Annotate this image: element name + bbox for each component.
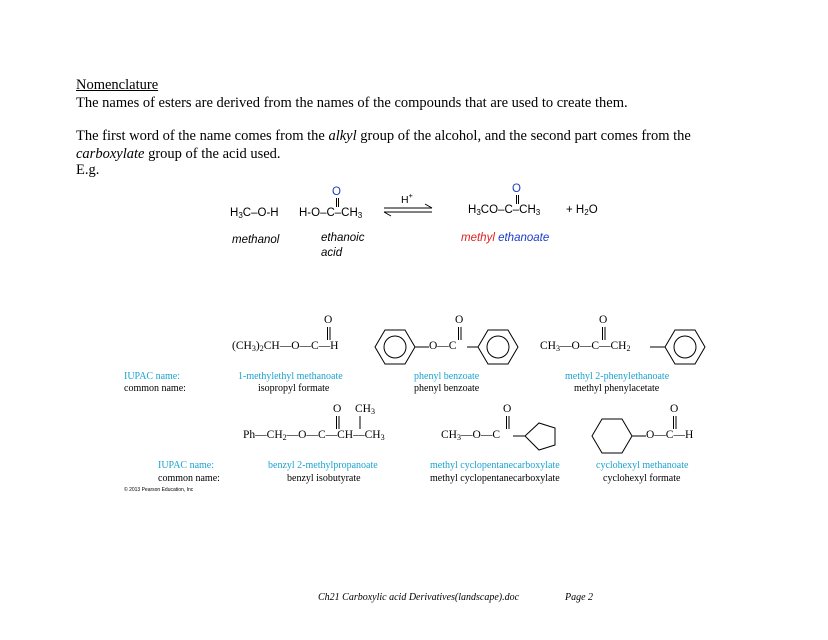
isopropyl-formate-iupac: 1-methylethyl methanoate <box>238 371 343 382</box>
example-label: E.g. <box>76 162 100 178</box>
water-product: + $H_2O$ <box>566 204 598 217</box>
benzyl-isobutyrate-structure: $Ph—CH_2—O—C—CH—CH_3$ <box>243 429 385 442</box>
copyright-notice: © 2013 Pearson Education, Inc <box>124 487 194 493</box>
ethanoic-acid-formula: $H-O-C-CH_3$ <box>299 207 363 220</box>
methyl-cyclopentanecarboxylate-common: methyl cyclopentanecarboxylate <box>430 473 560 484</box>
phenyl-ring-right-aromatic <box>487 336 509 358</box>
ethanoic-acid-name-2: acid <box>321 247 343 259</box>
phenyl-ring-left <box>375 330 415 364</box>
benzyl-isobutyrate-iupac: benzyl 2-methylpropanoate <box>268 460 378 471</box>
methyl-cyclopentanecarboxylate-carbonyl-o: O <box>503 403 512 415</box>
naming-rule-line1: The first word of the name comes from the alkyl group of the alcohol, and the second part comes from the <box>76 128 691 144</box>
acid-catalyst: H+ <box>401 191 413 206</box>
isopropyl-formate-common: isopropyl formate <box>258 383 330 394</box>
methyl-cyclopentanecarboxylate-iupac: methyl cyclopentanecarboxylate <box>430 460 560 471</box>
methyl-ethanoate-name: methyl ethanoate <box>461 232 550 244</box>
isopropyl-formate-carbonyl-o: O <box>324 314 333 326</box>
cyclohexyl-formate-iupac: cyclohexyl methanoate <box>596 460 689 471</box>
phenyl-ring-right <box>478 330 518 364</box>
methyl-phenylacetate-structure: $CH_3—O—C—CH_2$ <box>540 340 631 353</box>
footer-page-number: Page 2 <box>565 592 594 603</box>
ester-carbonyl-oxygen: O <box>512 183 521 195</box>
phenylacetate-ring <box>665 330 705 364</box>
methanol-formula: $H_3C-O-H$ <box>230 207 279 220</box>
phenyl-benzoate-ester-link: O—C <box>429 340 457 352</box>
row2-common-label: common name: <box>158 473 220 484</box>
phenyl-benzoate-common: phenyl benzoate <box>414 383 480 394</box>
reverse-arrow-head <box>384 212 391 216</box>
isopropyl-formate-structure: $(CH_3)_2CH—O—C—H$ <box>232 340 339 353</box>
phenyl-benzoate-iupac: phenyl benzoate <box>414 371 480 382</box>
cyclopentane-ring <box>525 423 555 450</box>
cyclohexyl-formate-carbonyl-o: O <box>670 403 679 415</box>
row1-iupac-label: IUPAC name: <box>124 371 181 382</box>
methyl-phenylacetate-common: methyl phenylacetate <box>574 383 660 394</box>
methyl-phenylacetate-iupac: methyl 2-phenylethanoate <box>565 371 670 382</box>
phenyl-benzoate-carbonyl-o: O <box>455 314 464 326</box>
cyclohexyl-formate-common: cyclohexyl formate <box>603 473 681 484</box>
benzyl-isobutyrate-carbonyl-o: O <box>333 403 342 415</box>
ethanoic-acid-name-1: ethanoic <box>321 232 365 244</box>
section-heading: Nomenclature <box>76 77 159 93</box>
acid-carbonyl-oxygen: O <box>332 186 341 198</box>
row2-iupac-label: IUPAC name: <box>158 460 215 471</box>
naming-rule-line2: carboxylate group of the acid used. <box>76 146 281 162</box>
row1-common-label: common name: <box>124 383 186 394</box>
benzyl-isobutyrate-branch: $CH_3$ <box>355 403 376 416</box>
cyclohexyl-formate-structure: O—C—H <box>646 429 694 441</box>
methyl-phenylacetate-carbonyl-o: O <box>599 314 608 326</box>
footer-doc-name: Ch21 Carboxylic acid Derivatives(landscape).doc <box>318 592 520 603</box>
cyclohexane-ring <box>592 419 632 453</box>
ester-formula: $H_3CO-C-CH_3$ <box>468 204 541 217</box>
intro-text: The names of esters are derived from the names of the compounds that are used to create them. <box>76 95 628 111</box>
forward-arrow-head <box>425 204 432 208</box>
methanol-name: methanol <box>232 234 280 246</box>
methyl-cyclopentanecarboxylate-structure: $CH_3—O—C$ <box>441 429 500 442</box>
phenyl-ring-left-aromatic <box>384 336 406 358</box>
phenylacetate-ring-aromatic <box>674 336 696 358</box>
benzyl-isobutyrate-common: benzyl isobutyrate <box>287 473 361 484</box>
